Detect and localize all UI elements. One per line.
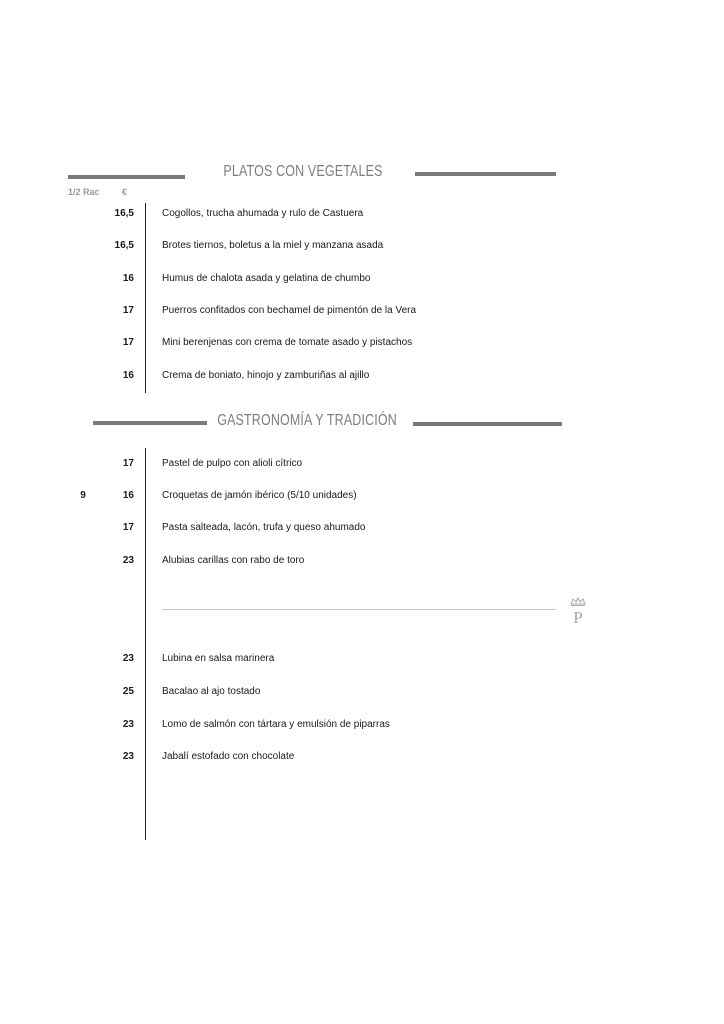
dish-name: Pastel de pulpo con alioli cítrico bbox=[162, 458, 303, 469]
dish-name: Jabalí estofado con chocolate bbox=[162, 751, 295, 762]
price: 16 bbox=[122, 370, 134, 381]
dish-name: Humus de chalota asada y gelatina de chumbo bbox=[162, 273, 371, 284]
dish-name: Puerros confitados con bechamel de pimentón de la Vera bbox=[162, 305, 417, 316]
price: 16 bbox=[122, 273, 134, 284]
dish-name: Crema de boniato, hinojo y zamburiñas al ajillo bbox=[162, 370, 370, 381]
crown-p-monogram-icon bbox=[566, 596, 590, 626]
price: 23 bbox=[122, 719, 134, 730]
dish-name: Cogollos, trucha ahumada y rulo de Castuera bbox=[162, 208, 364, 219]
dish-name: Alubias carillas con rabo de toro bbox=[162, 555, 305, 566]
section-title-gastronomia: GASTRONOMÍA Y TRADICIÓN bbox=[217, 412, 397, 429]
dish-name: Lomo de salmón con tártara y emulsión de piparras bbox=[162, 719, 390, 730]
price: 16 bbox=[122, 490, 134, 501]
price: 17 bbox=[122, 458, 134, 469]
price: 17 bbox=[122, 305, 134, 316]
dish-name: Pasta salteada, lacón, trufa y queso ahumado bbox=[162, 522, 366, 533]
dish-name: Brotes tiernos, boletus a la miel y manzana asada bbox=[162, 240, 384, 251]
price: 25 bbox=[122, 686, 134, 697]
title-rule-right bbox=[415, 172, 556, 176]
column-header-price: € bbox=[122, 187, 128, 197]
price: 17 bbox=[122, 522, 134, 533]
title-rule-left bbox=[93, 421, 207, 425]
dish-name: Mini berenjenas con crema de tomate asado y pistachos bbox=[162, 337, 413, 348]
column-divider bbox=[145, 203, 146, 393]
price: 16,5 bbox=[114, 208, 134, 219]
section-separator bbox=[162, 609, 556, 610]
section-title-vegetales: PLATOS CON VEGETALES bbox=[223, 163, 383, 180]
dish-name: Lubina en salsa marinera bbox=[162, 653, 275, 664]
svg-text:P: P bbox=[573, 608, 583, 626]
title-rule-left bbox=[68, 175, 185, 179]
dish-name: Bacalao al ajo tostado bbox=[162, 686, 261, 697]
price: 23 bbox=[122, 751, 134, 762]
price: 23 bbox=[122, 653, 134, 664]
title-rule-right bbox=[413, 422, 562, 426]
price: 23 bbox=[122, 555, 134, 566]
column-divider bbox=[145, 448, 146, 840]
dish-name: Croquetas de jamón ibérico (5/10 unidades) bbox=[162, 490, 357, 501]
column-header-half-portion: 1/2 Rac bbox=[68, 187, 100, 197]
price: 17 bbox=[122, 337, 134, 348]
price: 16,5 bbox=[114, 240, 134, 251]
half-portion-price: 9 bbox=[80, 490, 86, 501]
